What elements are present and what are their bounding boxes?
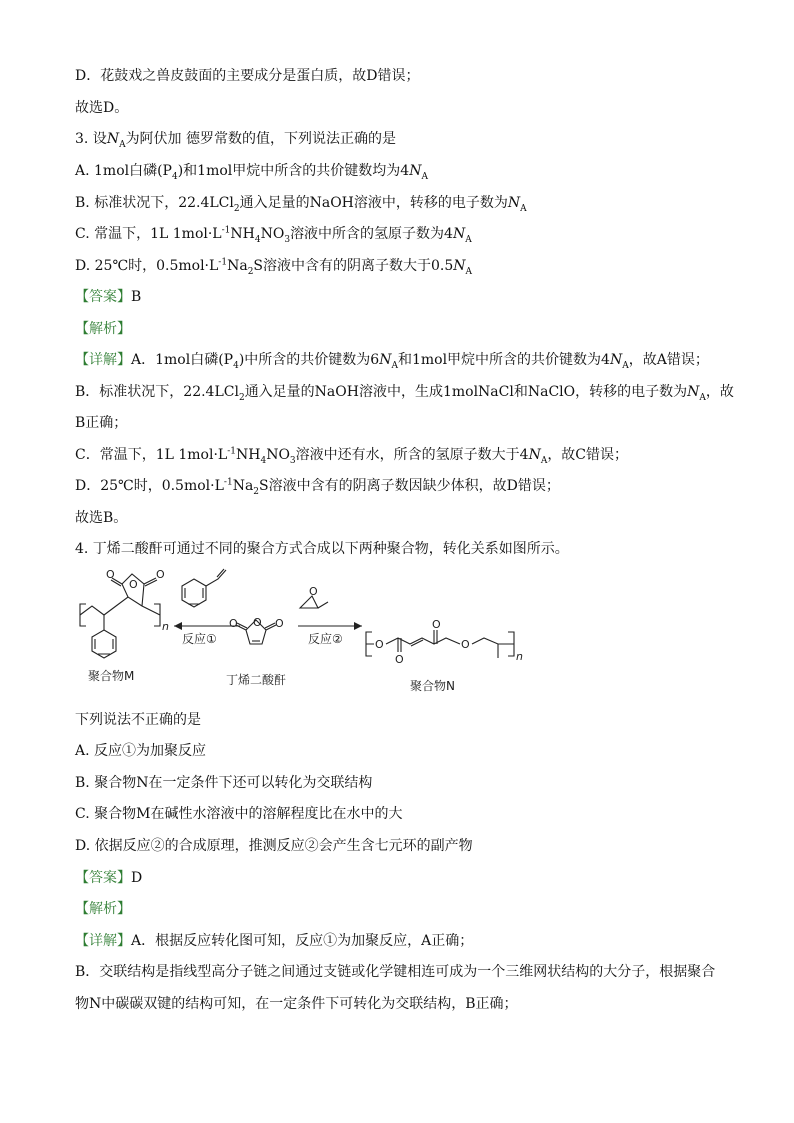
polymer-n-ester-oxygen-left: O [375,638,384,651]
q4-option-c: C. 聚合物M在碱性水溶液中的溶解程度比在水中的大 [75,806,403,822]
styrene-ring-double-bonds [185,588,203,604]
polymer-n-carbonyl-left [398,638,401,652]
q3-option-b: B. 标准状况下，22.4LCl$_2$通入足量的NaOH溶液中，转移的电子数为$N_A$ [75,195,527,214]
polymer-m-subscript-n: n [162,620,169,633]
q3-detail-d: D．25℃时，$0.5mol\cdot L^{-1}Na_2S$溶液中含有的阴离子数因缺少体积，故D错误； [75,477,560,497]
reaction-2-label: 反应② [308,632,343,646]
polymer-n-subscript-n: n [516,650,523,663]
polymer-m-ring-oxygen: O [129,578,138,591]
q3-detail-c: C．常温下，1L $1mol\cdot L^{-1}NH_4NO_3$溶液中还有水，所含的氢原子数大于$4N_A$，故C错误； [75,446,629,466]
polymer-n-carbonyl-right [434,630,437,644]
styrene-ring [182,579,206,607]
q2-conclusion: 故选D。 [75,100,129,116]
q3-option-d: D. 25℃时，$0.5mol\cdot L^{-1}Na_2S$溶液中含有的阴离子数大于$0.5N_A$ [75,257,473,277]
q4-answer: 【答案】D [75,870,143,886]
polymer-n-carbonyl-oxygen-left: O [395,653,404,666]
polymer-m-oxygen-right: O [156,568,165,581]
polymer-n-ester-oxygen-right: O [461,638,470,651]
polymer-m-backbone [80,597,160,615]
q3-answer: 【答案】B [75,289,142,305]
q3-conclusion: 故选B。 [75,510,128,526]
reaction-arrow-2-head [354,622,362,630]
epoxide-methyl [318,602,328,608]
q3-detail-a: 【详解】A．1mol白磷$(P_4)$中所含的共价键数为$6N_A$和1mol甲烷中所含的共价键数为$4N_A$，故A错误； [75,352,709,371]
q4-option-a: A. 反应①为加聚反应 [75,743,207,759]
q4-option-b: B. 聚合物N在一定条件下还可以转化为交联结构 [75,775,373,791]
q4-option-d: D. 依据反应②的合成原理，推测反应②会产生含七元环的副产物 [75,838,473,854]
anhydride-ring-oxygen: O [253,616,262,629]
polymer-n-backbone [366,638,514,644]
epoxide-oxygen: O [309,585,318,598]
q4-question: 下列说法不正确的是 [75,712,201,728]
q3-detail-b-cont: B正确； [75,415,128,431]
polymer-n-caption: 聚合物N [410,679,455,693]
reaction-arrow-1-head [174,622,182,630]
polymer-n-carbonyl-oxygen-right: O [432,618,441,631]
anhydride-oxygen-left: O [229,617,238,630]
q3-stem: 3. 设$N_A$为阿伏加 德罗常数的值，下列说法正确的是 [75,131,397,150]
q4-detail-a: 【详解】A．根据反应转化图可知，反应①为加聚反应，A正确； [75,933,474,949]
q4-reaction-diagram [70,566,530,698]
polymer-m-phenyl-double-bonds [95,639,113,654]
reaction-1-label: 反应① [182,632,217,646]
q3-option-a: A. 1mol白磷$(P_4)$和1mol甲烷中所含的共价键数均为$4N_A$ [75,163,428,182]
q4-detail-b-line1: B．交联结构是指线型高分子链之间通过支链或化学键相连可成为一个三维网状结构的大分子，根据聚合 [75,964,716,980]
polymer-m-oxygen-left: O [106,568,115,581]
q4-stem: 4. 丁烯二酸酐可通过不同的聚合方式合成以下两种聚合物，转化关系如图所示。 [75,541,569,557]
anhydride-caption: 丁烯二酸酐 [226,673,287,687]
anhydride-oxygen-right: O [275,617,284,630]
styrene-vinyl [206,569,226,586]
q3-option-c: C. 常温下，1L $1mol\cdot L^{-1}NH_4NO_3$溶液中所含的氢原子数为$4N_A$ [75,225,472,245]
polymer-m-caption: 聚合物M [88,669,135,683]
q4-detail-b-line2: 物N中碳碳双键的结构可知，在一定条件下可转化为交联结构，B正确； [75,996,518,1012]
q3-detail-b: B．标准状况下，22.4LCl$_2$通入足量的NaOH溶液中，生成1molNaCl和NaClO，转移的电子数为$N_A$，故 [75,384,734,403]
q2-option-d-explanation: D．花鼓戏之兽皮鼓面的主要成分是蛋白质，故D错误； [75,68,420,84]
q4-analysis-label: 【解析】 [75,901,131,917]
q3-analysis-label: 【解析】 [75,321,131,337]
